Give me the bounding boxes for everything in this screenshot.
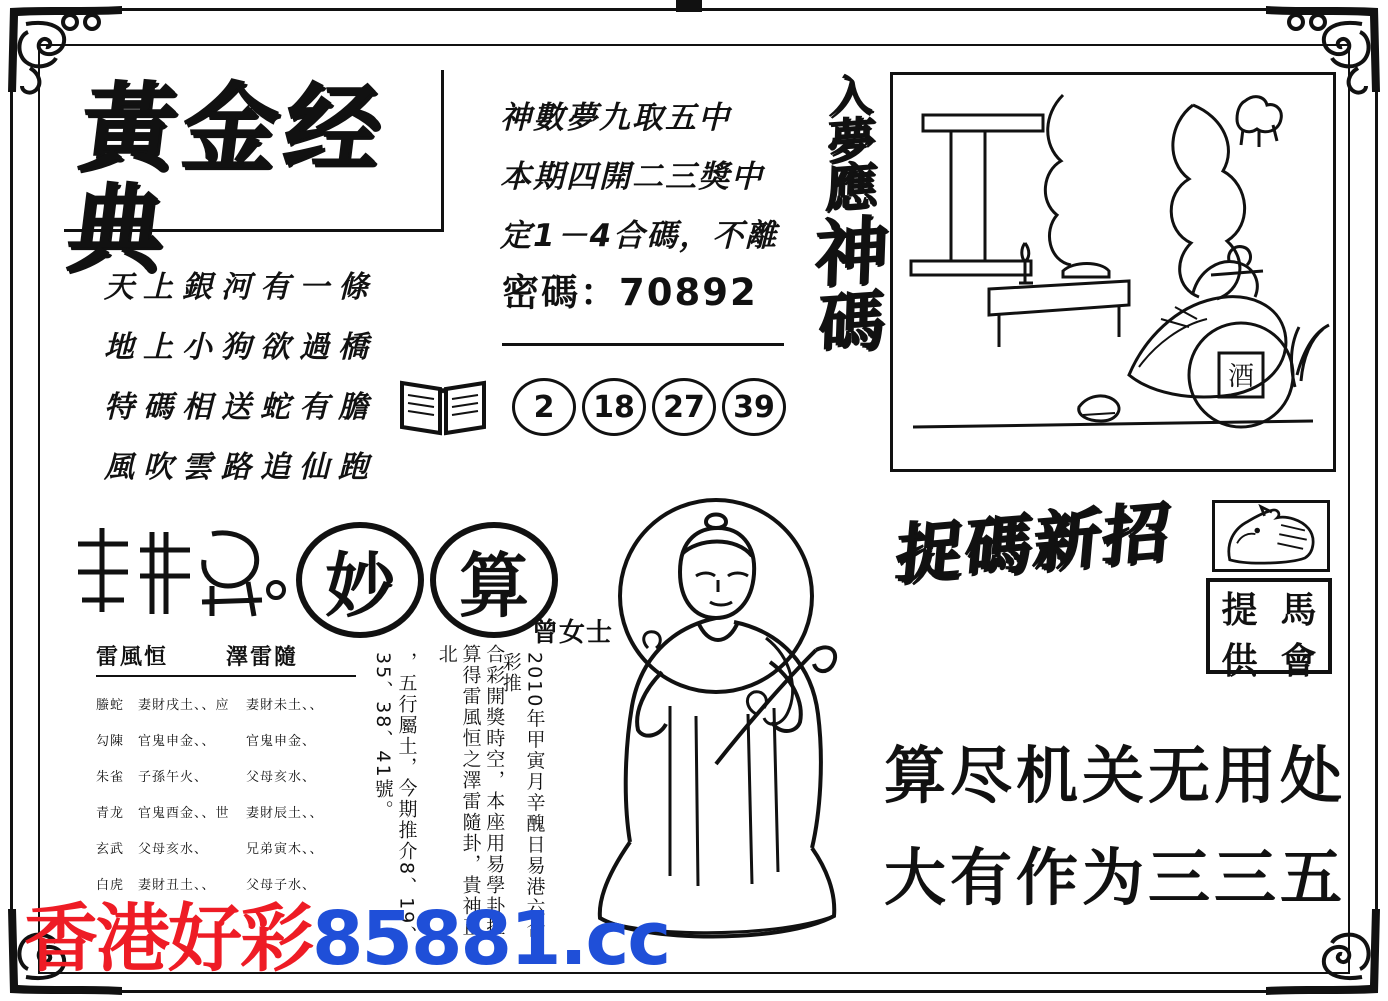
suan-char: 算 (430, 522, 558, 638)
supply-label-box (1206, 578, 1332, 682)
headline-block (500, 92, 800, 269)
vertical-title-char: 應 (823, 156, 879, 221)
number-ball: 2 (512, 378, 576, 436)
hexagram-table (96, 640, 356, 893)
byline: 曾女士 (532, 618, 614, 648)
row-cell: 妻財丑土、、 (138, 878, 216, 893)
vertical-title-char: 神 (812, 207, 890, 299)
vertical-paragraph: 合彩開獎時空，本座用易學卦推算得雷風恒之澤雷隨卦，貴神正北 (435, 644, 506, 938)
open-book-icon (398, 375, 488, 437)
row-label: 螣蛇 (96, 698, 125, 713)
masthead (60, 70, 444, 285)
ornament-corner-icon (1262, 903, 1382, 999)
row-cell: 子孫午火、 (138, 770, 209, 785)
watermark-prefix: 香港好彩 (24, 896, 312, 982)
table-row (96, 730, 356, 749)
supply-char: 馬 (1280, 590, 1317, 631)
password-row (502, 262, 758, 316)
lucky-numbers (512, 378, 786, 436)
verse-block (104, 262, 404, 502)
svg-text:酒: 酒 (1227, 362, 1255, 392)
number-ball: 39 (722, 378, 786, 436)
row-label: 青龙 (96, 806, 125, 821)
vertical-title-char: 入 (828, 69, 875, 124)
page-title: 黃金经典 (60, 72, 394, 285)
supply-char: 供 (1221, 641, 1258, 682)
watermark (24, 880, 884, 986)
row-cell: 妻財未土、、 (246, 698, 324, 713)
slogan-line-2: 大有作为三三五 (884, 841, 1347, 914)
row-cell: 官鬼申金、、 (138, 734, 216, 749)
number-ball: 27 (652, 378, 716, 436)
row-label: 勾陳 (96, 734, 125, 749)
row-label: 朱雀 (96, 770, 125, 785)
vertical-brush-title (812, 69, 890, 364)
row-cell: 父母子水、 (246, 878, 317, 893)
number-ball: 18 (582, 378, 646, 436)
divider (502, 343, 784, 346)
row-cell: 妻財辰土、、 (246, 806, 324, 821)
headline-line: 神數夢九取五中 (500, 100, 731, 136)
column-header: 雷風恒 (96, 640, 226, 677)
vertical-title-char: 碼 (816, 282, 886, 364)
password-value: 70892 (619, 271, 758, 314)
vertical-paragraph: 2010年甲寅月辛醜日易港六合彩推 (499, 652, 546, 940)
table-row (96, 766, 356, 785)
miao-suan-title (296, 522, 558, 638)
slogan-line-1: 算尽机关无用处 (884, 739, 1347, 812)
headline-line: 本期四開二三獎中 (500, 159, 764, 195)
vertical-paragraph: ，五行屬土，今期推介8、19、35、38、41號。 (371, 652, 418, 947)
brush-banner-text: 捉碼新招 (891, 492, 1174, 594)
verse-line: 天上銀河有一條 (104, 270, 377, 305)
supply-char: 提 (1221, 590, 1258, 631)
row-cell: 父母亥水、 (246, 770, 317, 785)
headline-line: 定1－4合碼，不離 (500, 218, 779, 254)
watermark-domain: 85881.cc (312, 896, 670, 982)
supply-char: 會 (1280, 641, 1317, 682)
verse-line: 風吹雲路追仙跑 (104, 450, 377, 485)
row-cell: 兄弟寅木、、 (246, 842, 324, 857)
verse-line: 特碼相送蛇有膽 (104, 390, 377, 425)
table-row (96, 802, 356, 821)
table-row (96, 694, 356, 713)
column-header: 澤雷隨 (226, 640, 356, 677)
row-cell: 官鬼申金、 (246, 734, 317, 749)
row-label: 玄武 (96, 842, 125, 857)
row-cell: 官鬼酉金、、世 (138, 806, 230, 821)
password-label: 密碼： (502, 271, 619, 314)
top-center-tick (676, 0, 702, 12)
illustration-panel (890, 72, 1336, 472)
horse-head-icon (1212, 500, 1330, 572)
table-row (96, 838, 356, 857)
vertical-title-char: 夢 (825, 111, 877, 171)
miao-char: 妙 (296, 522, 424, 638)
row-label: 白虎 (96, 878, 125, 893)
seal-shenji-icon (62, 516, 292, 626)
verse-line: 地上小狗欲過橋 (104, 330, 377, 365)
table-header-row (96, 640, 356, 677)
row-cell: 父母亥水、 (138, 842, 209, 857)
row-cell: 妻財戌土、、应 (138, 698, 230, 713)
